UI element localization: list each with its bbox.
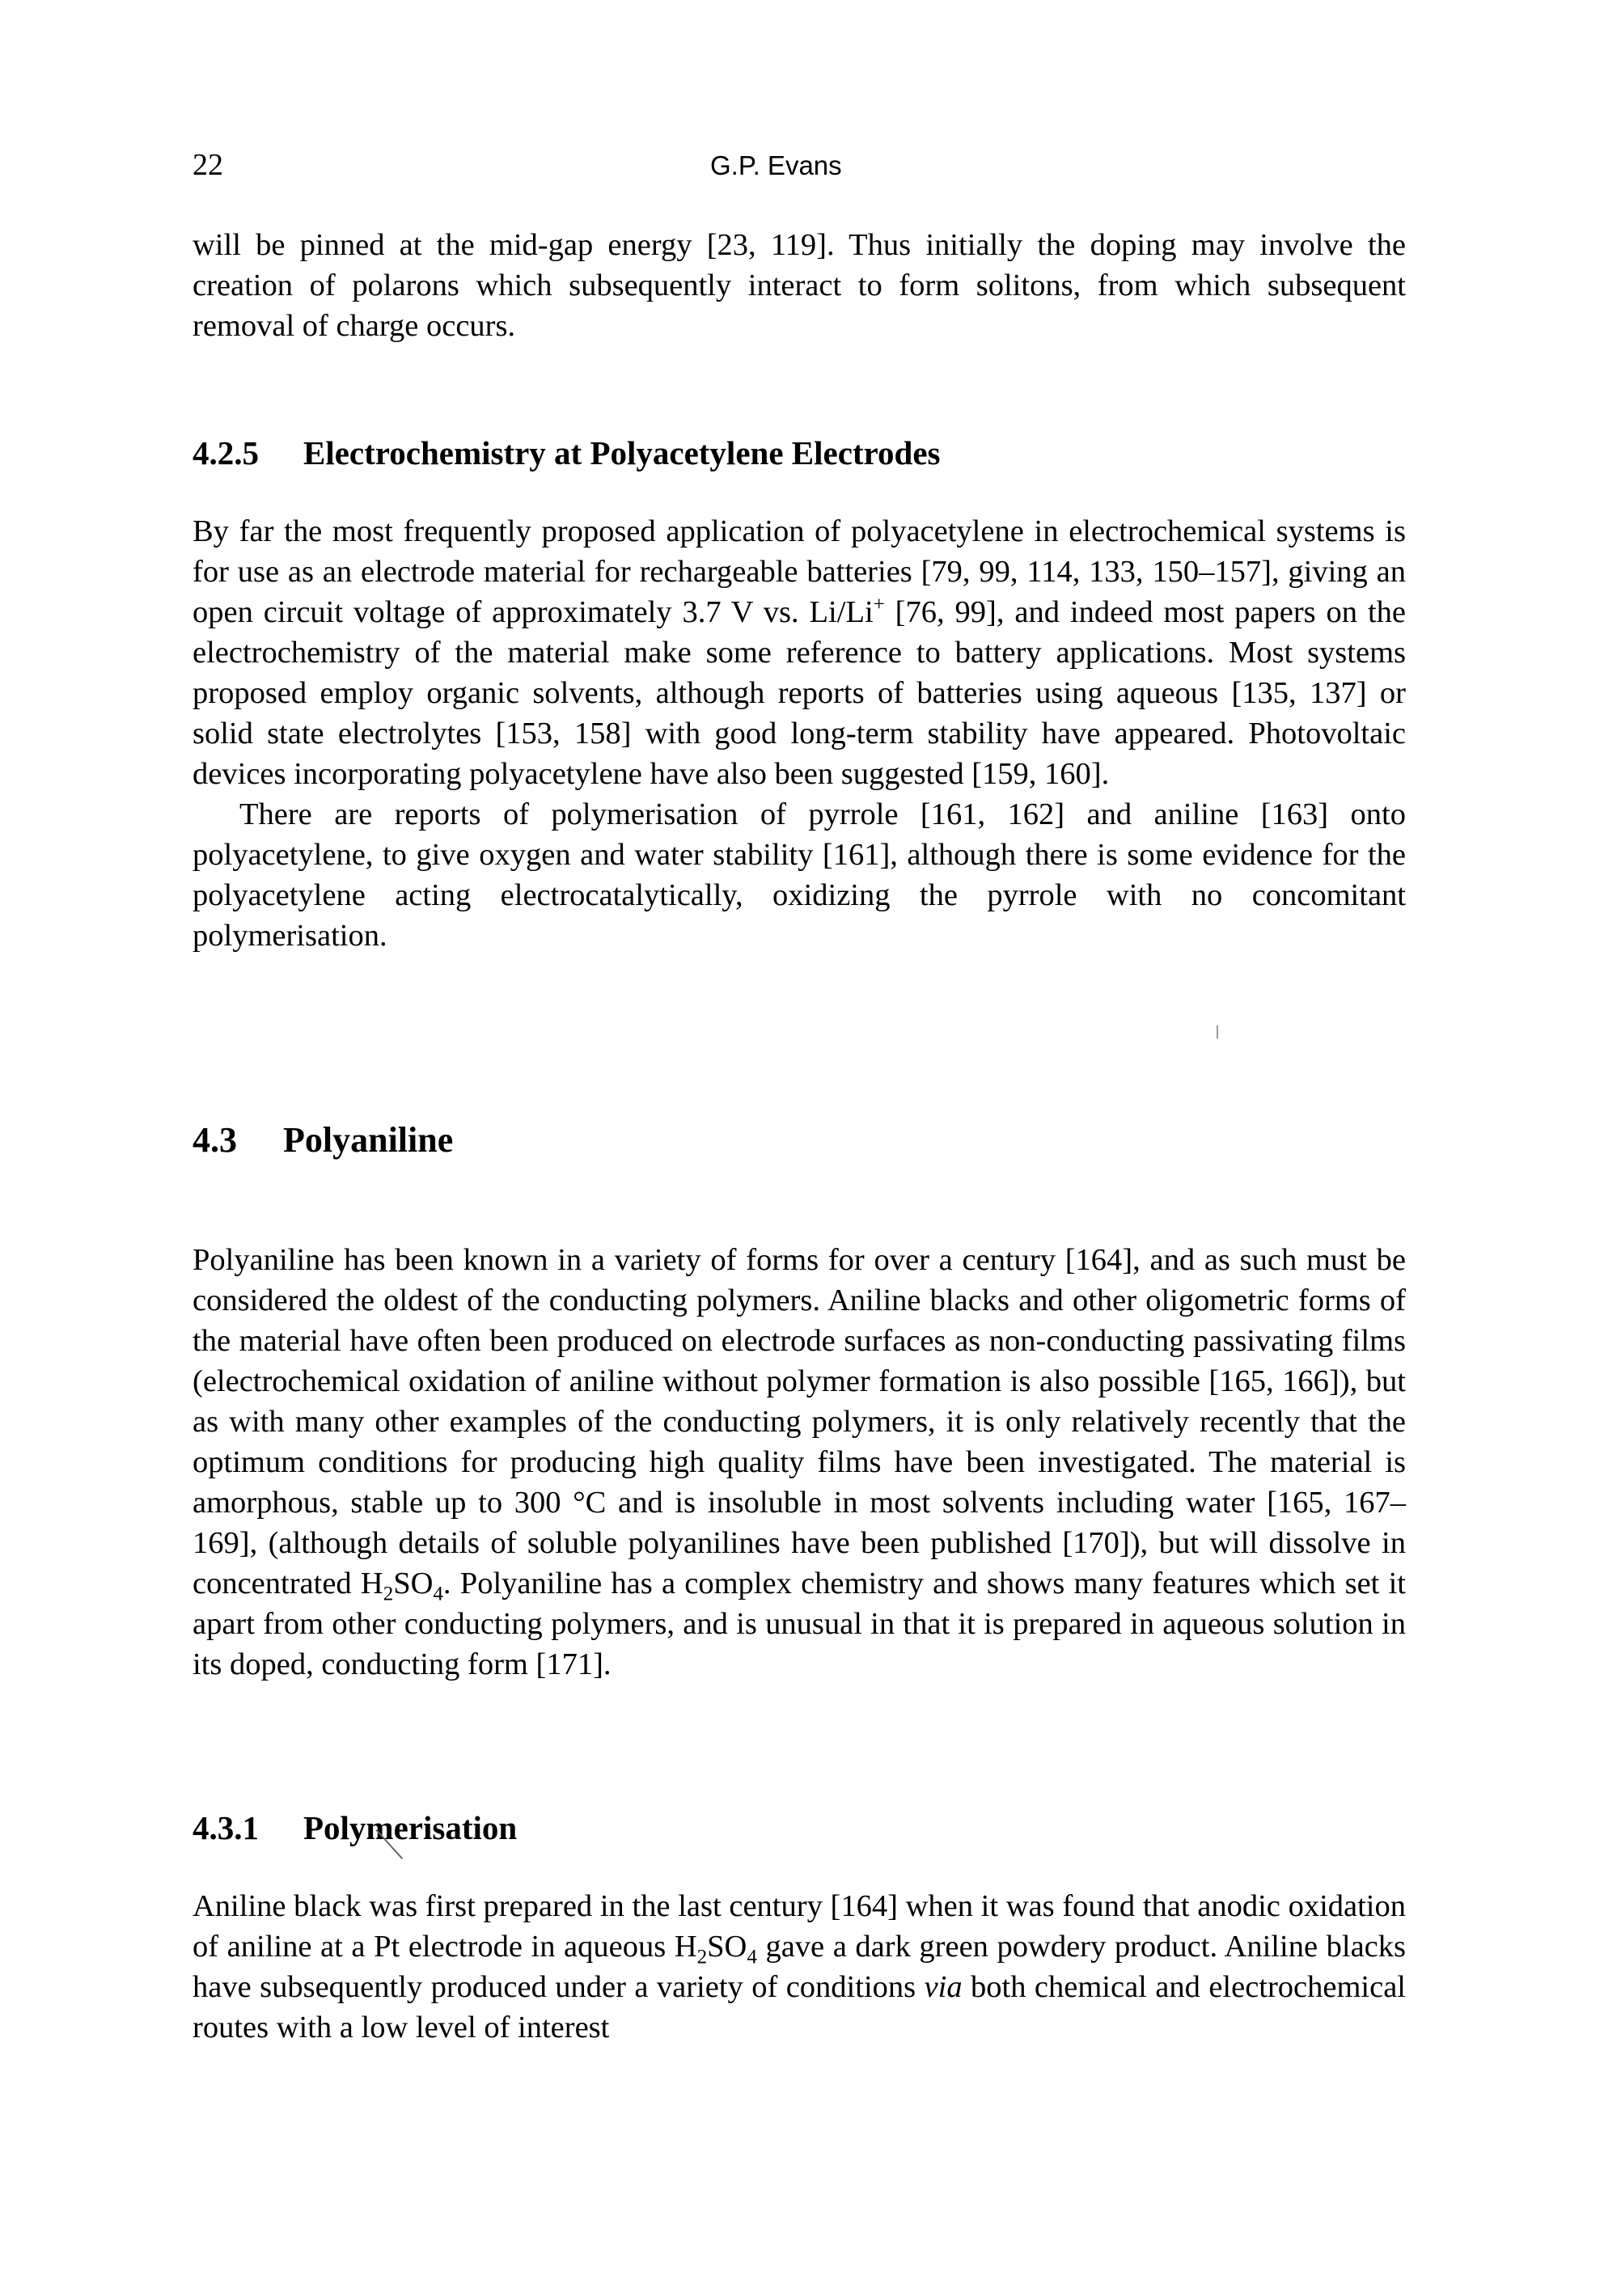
running-author: G.P. Evans xyxy=(710,150,842,180)
section-title: Electrochemistry at Polyacetylene Electrodes xyxy=(303,434,941,471)
section-number: 4.2.5 xyxy=(193,434,259,471)
section-heading-4-2-5 xyxy=(193,433,940,473)
subscript: 4 xyxy=(747,1946,757,1968)
section-4-2-5-body xyxy=(193,511,1406,956)
section-number: 4.3.1 xyxy=(193,1809,259,1846)
italic-text: via xyxy=(924,1970,963,2004)
section-4-3-body xyxy=(193,1240,1406,1685)
text-run: [76, 99], and indeed most papers on the electrochemistry of the material make some reference to battery applications. Most systems proposed employ organic solvents, although reports of batteries using aqueous [135, 137] or solid state electrolytes [153, 158] with good long-term stability have appeared. Photovoltaic devices incorporating polyacetylene have also been suggested [159, 160]. xyxy=(193,595,1406,791)
text-run: both chemical and electrochemical routes with a low level of interest xyxy=(193,1970,1406,2044)
paragraph xyxy=(193,1240,1406,1685)
paragraph xyxy=(193,511,1406,794)
subscript: 4 xyxy=(433,1583,443,1605)
section-heading-4-3-1 xyxy=(193,1808,517,1848)
text-run: SO xyxy=(393,1567,434,1600)
text-run: . Polyaniline has a complex chemistry and shows many features which set it apart from other conducting polymers, and is unusual in that it is prepared in aqueous solution in its doped, conducting form [171]. xyxy=(193,1567,1406,1681)
text-run: gave a dark green powdery product. Aniline blacks have subsequently produced under a variety of conditions xyxy=(193,1930,1406,2004)
paragraph xyxy=(193,1886,1406,2048)
section-title: Polyaniline xyxy=(283,1120,454,1160)
intro-paragraph: will be pinned at the mid-gap energy [23, 119]. Thus initially the doping may involve the creation of polarons which subsequently interact to form solitons, from which subsequent removal of charge occurs. xyxy=(193,228,1406,343)
superscript: + xyxy=(873,594,885,616)
section-heading-4-3 xyxy=(193,1120,453,1161)
text-run: SO xyxy=(707,1930,747,1964)
scan-mark xyxy=(1217,1025,1218,1038)
section-4-3-1-body xyxy=(193,1886,1406,2048)
running-header xyxy=(193,147,1406,196)
subscript: 2 xyxy=(696,1946,708,1968)
page-number: 22 xyxy=(193,148,223,182)
intro-paragraph-block xyxy=(193,225,1406,346)
subscript: 2 xyxy=(383,1583,394,1605)
text-run: Polyaniline has been known in a variety of forms for over a century [164], and as such must be considered the oldest of the conducting polymers. Aniline blacks and other oligometric forms of the material have often been produced on electrode surfaces as non-conducting passivating films (electrochemical oxidation of aniline without polymer formation is also possible [165, 166]), but as with many other examples of the conducting polymers, it is only relatively recently that the optimum conditions for producing high quality films have been investigated. The material is amorphous, stable up to 300 °C and is insoluble in most solvents including water [165, 167–169], (although details of soluble polyanilines have been published [170]), but will dissolve in concentrated H xyxy=(193,1243,1406,1600)
text-run: By far the most frequently proposed application of polyacetylene in electrochemical systems is for use as an electrode material for rechargeable batteries [79, 99, 114, 133, 150–157], giving an open circuit voltage of approximately 3.7 V vs. Li/Li xyxy=(193,514,1406,629)
section-title: Polymerisation xyxy=(303,1809,518,1846)
section-number: 4.3 xyxy=(193,1120,237,1160)
text-run: Aniline black was first prepared in the last century [164] when it was found that anodic oxidation of aniline at a Pt electrode in aqueous H xyxy=(193,1889,1406,1964)
paragraph: There are reports of polymerisation of pyrrole [161, 162] and aniline [163] onto polyacetylene, to give oxygen and water stability [161], although there is some evidence for the polyacetylene acting electrocatalytically, oxidizing the pyrrole with no concomitant polymerisation. xyxy=(193,797,1406,953)
